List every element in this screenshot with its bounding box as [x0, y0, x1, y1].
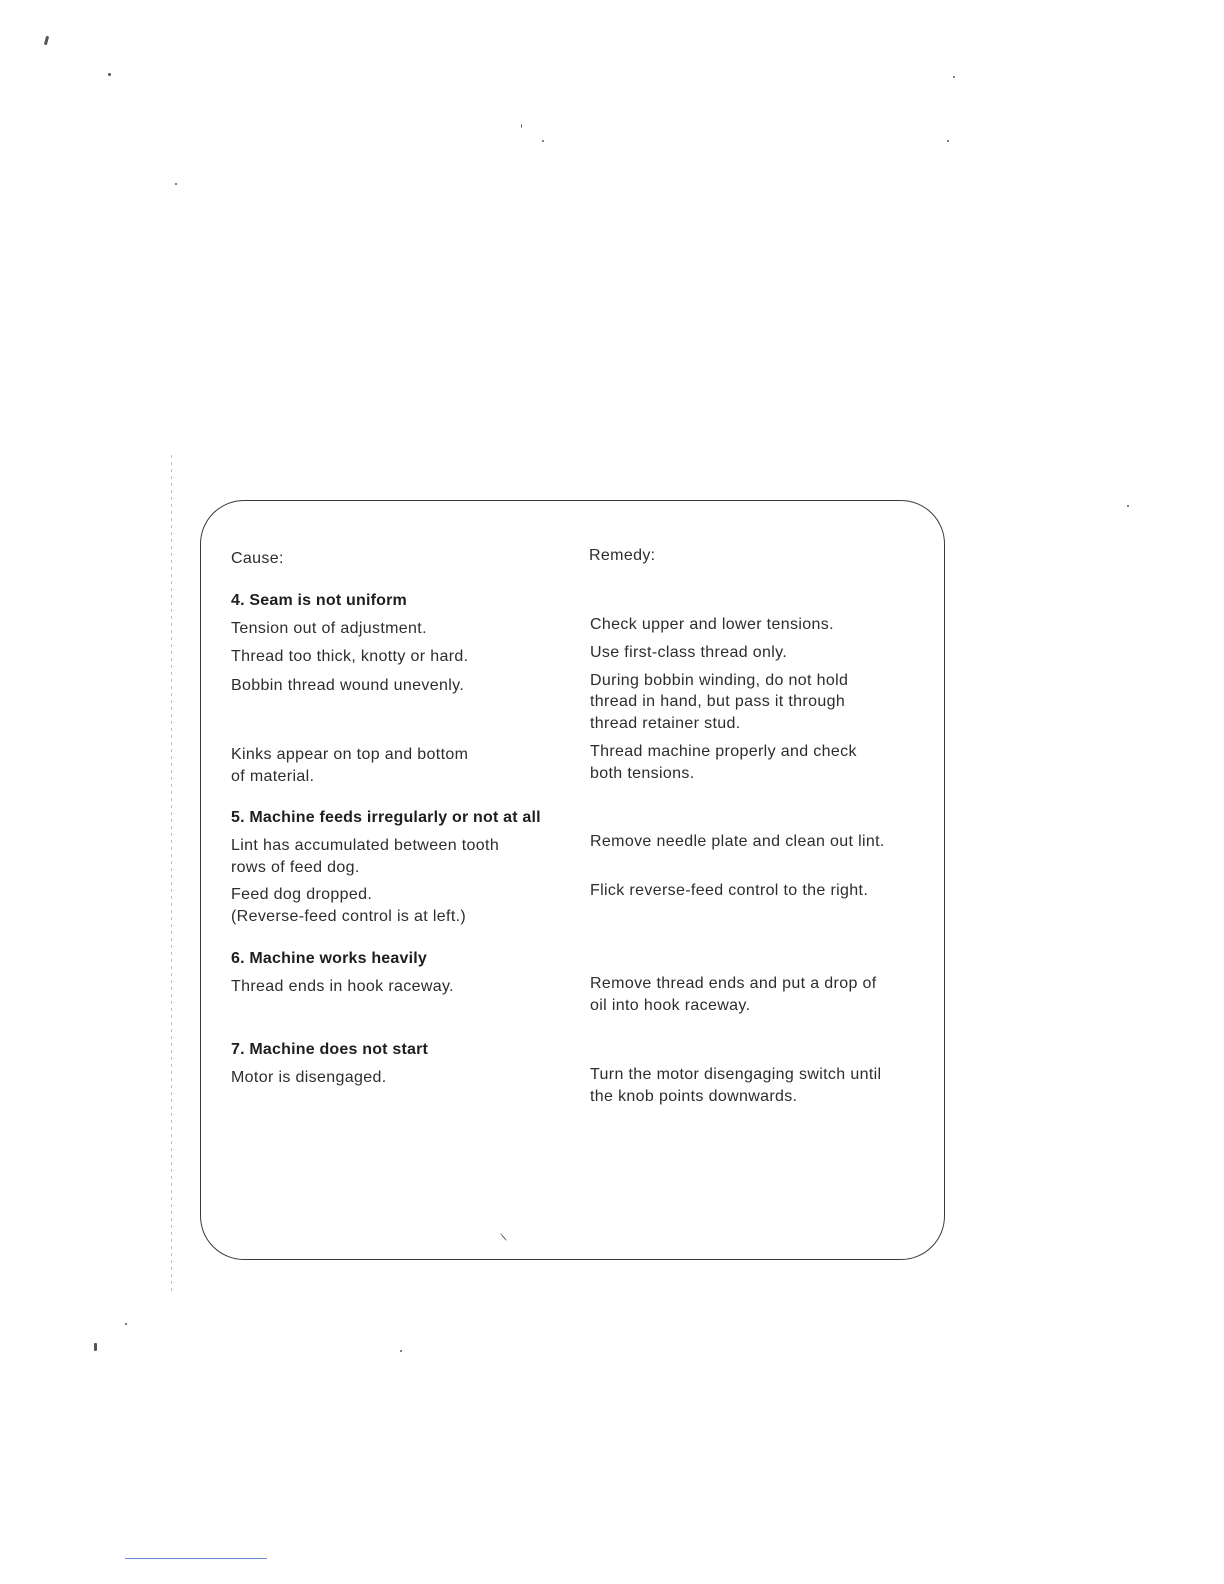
scan-speck	[175, 183, 177, 185]
cause-text: Bobbin thread wound unevenly.	[231, 677, 465, 694]
cause-text: Tension out of adjustment.	[231, 620, 427, 637]
scan-speck	[1127, 505, 1129, 507]
cause-text: Thread too thick, knotty or hard.	[231, 648, 469, 665]
remedy-header: Remedy:	[589, 547, 656, 564]
remedy-text: thread in hand, but pass it through	[590, 693, 846, 710]
remedy-text: Use first-class thread only.	[590, 644, 788, 661]
remedy-text: oil into hook raceway.	[590, 997, 751, 1014]
cause-text: Motor is disengaged.	[231, 1069, 387, 1086]
remedy-text: Remove needle plate and clean out lint.	[590, 833, 885, 850]
remedy-text: the knob points downwards.	[590, 1088, 798, 1105]
remedy-text: both tensions.	[590, 765, 695, 782]
section-heading: 6. Machine works heavily	[231, 950, 427, 967]
scan-speck	[542, 140, 544, 142]
remedy-text: thread retainer stud.	[590, 715, 741, 732]
section-heading: 7. Machine does not start	[231, 1041, 429, 1058]
scan-speck	[400, 1350, 402, 1352]
scan-speck	[94, 1343, 97, 1351]
section-heading: 5. Machine feeds irregularly or not at all	[231, 809, 541, 826]
cause-text: Feed dog dropped.	[231, 886, 373, 903]
scan-speck	[947, 140, 949, 142]
remedy-text: Flick reverse-feed control to the right.	[590, 882, 869, 899]
scan-speck	[44, 36, 49, 45]
remedy-text: Remove thread ends and put a drop of	[590, 975, 877, 992]
remedy-text: Check upper and lower tensions.	[590, 616, 834, 633]
cause-text: of material.	[231, 768, 315, 785]
cause-text: Lint has accumulated between tooth	[231, 837, 500, 854]
cause-header: Cause:	[231, 550, 284, 567]
remedy-text: Turn the motor disengaging switch until	[590, 1066, 882, 1083]
scan-speck	[108, 73, 111, 76]
cause-text: Thread ends in hook raceway.	[231, 978, 454, 995]
scan-speck	[125, 1323, 127, 1325]
remedy-text: During bobbin winding, do not hold	[590, 672, 849, 689]
cause-text: (Reverse-feed control is at left.)	[231, 908, 467, 925]
cause-text: Kinks appear on top and bottom	[231, 746, 469, 763]
scan-margin-line	[171, 455, 172, 1295]
remedy-text: Thread machine properly and check	[590, 743, 857, 760]
scan-speck	[521, 124, 522, 128]
section-heading: 4. Seam is not uniform	[231, 592, 407, 609]
scan-speck	[953, 76, 955, 78]
bottom-rule	[125, 1558, 267, 1559]
cause-text: rows of feed dog.	[231, 859, 360, 876]
